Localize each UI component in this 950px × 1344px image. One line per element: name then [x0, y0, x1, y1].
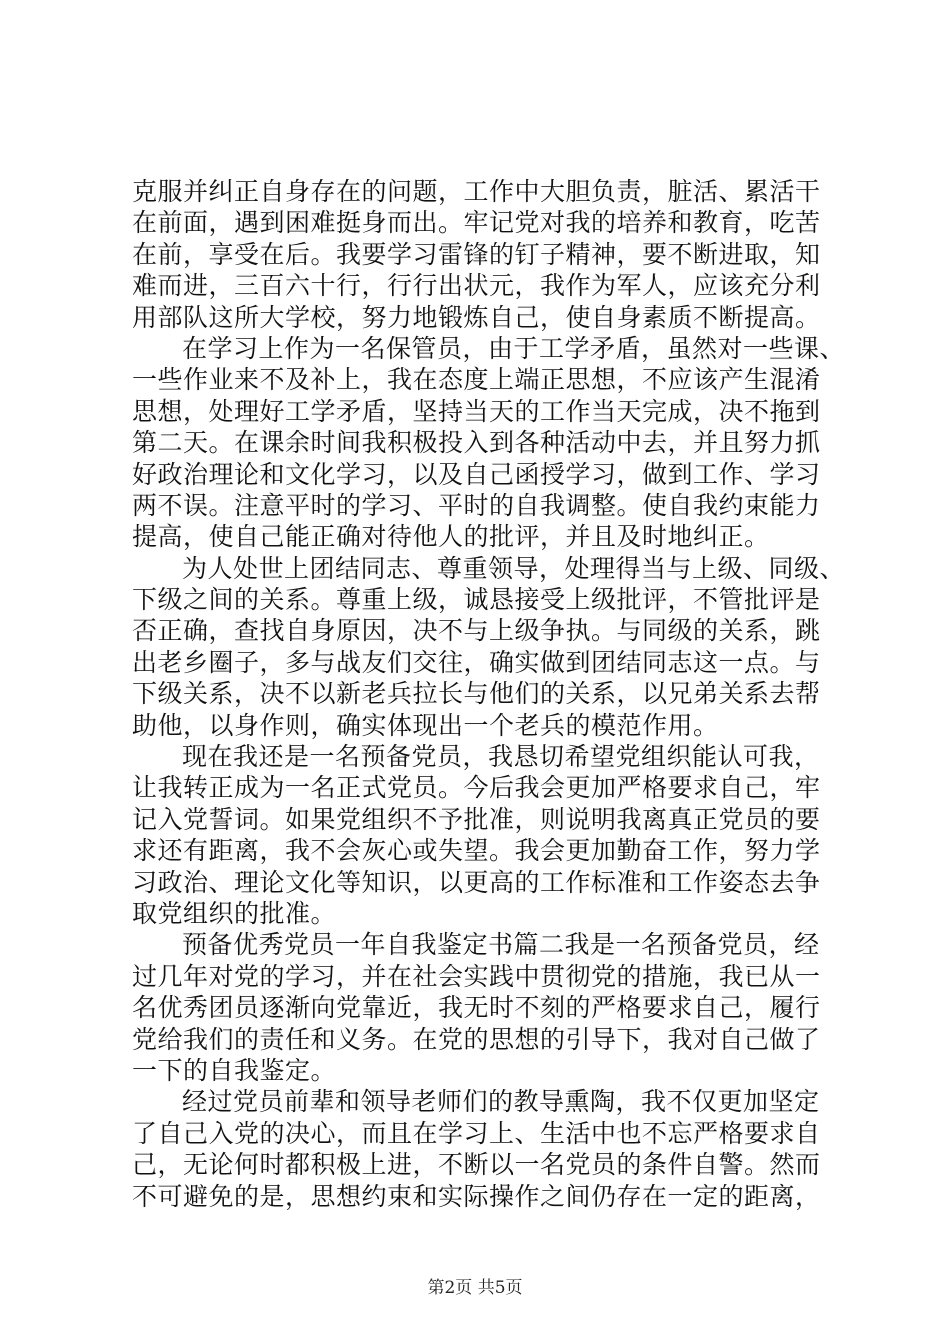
text-line: 过几年对党的学习，并在社会实践中贯彻党的措施，我已从一: [132, 961, 821, 991]
text-line: 下级之间的关系。尊重上级，诚恳接受上级批评，不管批评是: [132, 585, 821, 615]
text-line: 在学习上作为一名保管员，由于工学矛盾，虽然对一些课、: [182, 333, 846, 363]
text-line: 了自己入党的决心，而且在学习上、生活中也不忘严格要求自: [132, 1118, 821, 1148]
text-line: 第二天。在课余时间我积极投入到各种活动中去，并且努力抓: [132, 428, 821, 458]
text-line: 让我转正成为一名正式党员。今后我会更加严格要求自己，牢: [132, 773, 821, 803]
text-line: 经过党员前辈和领导老师们的教导熏陶，我不仅更加坚定: [182, 1087, 820, 1117]
text-line: 思想，处理好工学矛盾，坚持当天的工作当天完成，决不拖到: [132, 396, 821, 426]
text-line: 名优秀团员逐渐向党靠近，我无时不刻的严格要求自己，履行: [132, 993, 821, 1023]
text-line: 用部队这所大学校，努力地锻炼自己，使自身素质不断提高。: [132, 302, 821, 332]
text-line: 记入党誓词。如果党组织不予批准，则说明我离真正党员的要: [132, 804, 821, 834]
text-line: 党给我们的责任和义务。在党的思想的引导下，我对自己做了: [132, 1024, 821, 1054]
text-line: 提高，使自己能正确对待他人的批评，并且及时地纠正。: [132, 522, 770, 552]
text-line: 一些作业来不及补上，我在态度上端正思想，不应该产生混淆: [132, 365, 821, 395]
text-line: 两不误。注意平时的学习、平时的自我调整。使自我约束能力: [132, 490, 821, 520]
text-line: 下级关系，决不以新老兵拉长与他们的关系，以兄弟关系去帮: [132, 679, 821, 709]
text-line: 克服并纠正自身存在的问题，工作中大胆负责，脏活、累活干: [132, 177, 821, 206]
text-line: 预备优秀党员一年自我鉴定书篇二我是一名预备党员，经: [182, 930, 820, 960]
document-body: [132, 176, 846, 1212]
text-line: 好政治理论和文化学习，以及自己函授学习，做到工作、学习: [132, 459, 821, 489]
text-line: 在前面，遇到困难挺身而出。牢记党对我的培养和教育，吃苦: [132, 208, 821, 238]
text-line: 为人处世上团结同志、尊重领导，处理得当与上级、同级、: [182, 553, 846, 583]
text-line: 在前，享受在后。我要学习雷锋的钉子精神，要不断进取，知: [132, 239, 821, 269]
text-line: 己，无论何时都积极上进，不断以一名党员的条件自警。然而: [132, 1150, 821, 1180]
text-line: 求还有距离，我不会灰心或失望。我会更加勤奋工作，努力学: [132, 836, 821, 866]
text-line: 出老乡圈子，多与战友们交往，确实做到团结同志这一点。与: [132, 647, 821, 677]
text-line: 难而进，三百六十行，行行出状元，我作为军人，应该充分利: [132, 271, 821, 301]
text-line: 不可避免的是，思想约束和实际操作之间仍存在一定的距离，: [132, 1181, 821, 1211]
text-line: 一下的自我鉴定。: [132, 1055, 337, 1085]
text-line: 取党组织的批准。: [132, 898, 337, 928]
text-line: 习政治、理论文化等知识，以更高的工作标准和工作姿态去争: [132, 867, 821, 897]
text-line: 否正确，查找自身原因，决不与上级争执。与同级的关系，跳: [132, 616, 821, 646]
page-number-footer: 第2页 共5页: [427, 1278, 523, 1298]
text-line: 现在我还是一名预备党员，我恳切希望党组织能认可我，: [182, 742, 820, 772]
text-line: 助他，以身作则，确实体现出一个老兵的模范作用。: [132, 710, 719, 740]
